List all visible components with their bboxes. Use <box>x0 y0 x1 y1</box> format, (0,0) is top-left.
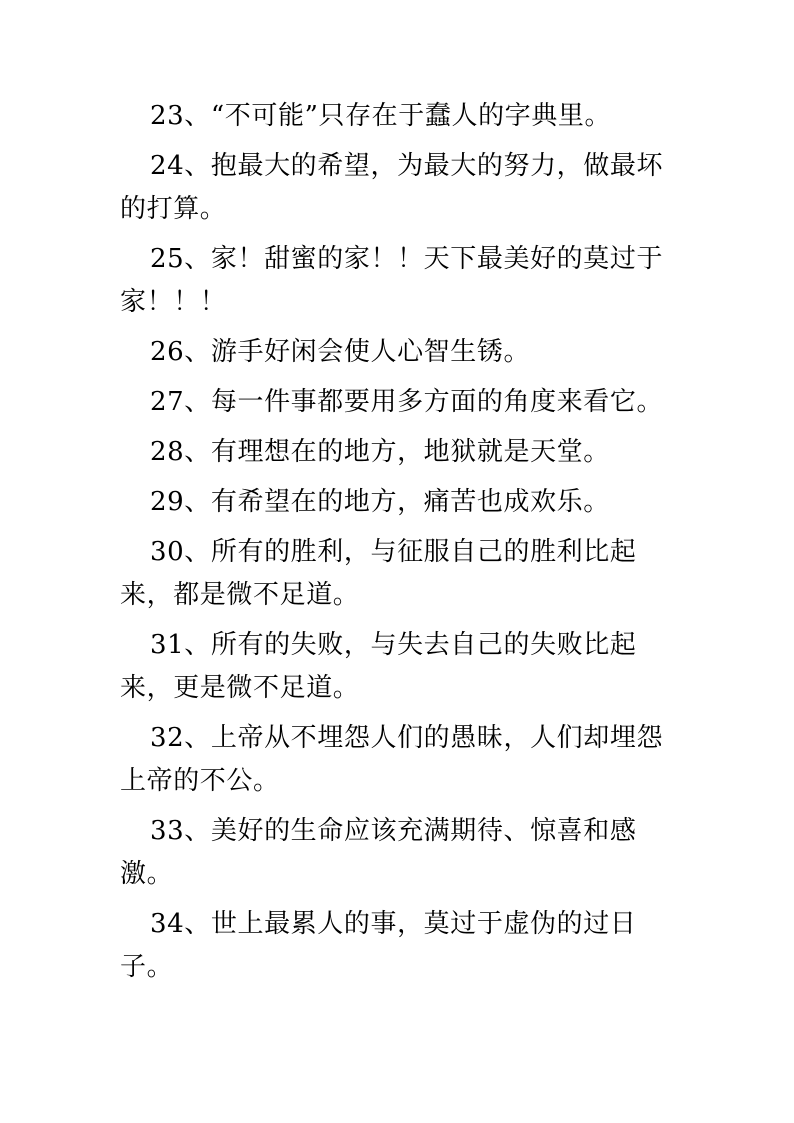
quote-paragraph-27: 27、每一件事都要用多方面的角度来看它。 <box>150 387 664 417</box>
quote-paragraph-23: 23、“不可能”只存在于蠢人的字典里。 <box>150 101 612 131</box>
quote-paragraph-31: 31、所有的失败，与失去自己的失败比起来，更是微不足道。 <box>120 630 637 703</box>
quote-paragraph-33: 33、美好的生命应该充满期待、惊喜和感激。 <box>120 816 637 889</box>
quote-paragraph-26: 26、游手好闲会使人心智生锈。 <box>150 337 531 367</box>
quote-paragraph-32: 32、上帝从不埋怨人们的愚昧，人们却埋怨上帝的不公。 <box>120 723 664 796</box>
quote-paragraph-28: 28、有理想在的地方，地狱就是天堂。 <box>150 437 610 467</box>
quote-paragraph-24: 24、抱最大的希望，为最大的努力，做最坏的打算。 <box>120 151 664 224</box>
quote-paragraph-25: 25、家！甜蜜的家！！天下最美好的莫过于家！！！ <box>120 244 664 317</box>
quote-paragraph-29: 29、有希望在的地方，痛苦也成欢乐。 <box>150 487 610 517</box>
document-page <box>120 95 682 996</box>
quote-paragraph-30: 30、所有的胜利，与征服自己的胜利比起来，都是微不足道。 <box>120 537 637 610</box>
quote-paragraph-34: 34、世上最累人的事，莫过于虚伪的过日子。 <box>120 909 637 982</box>
